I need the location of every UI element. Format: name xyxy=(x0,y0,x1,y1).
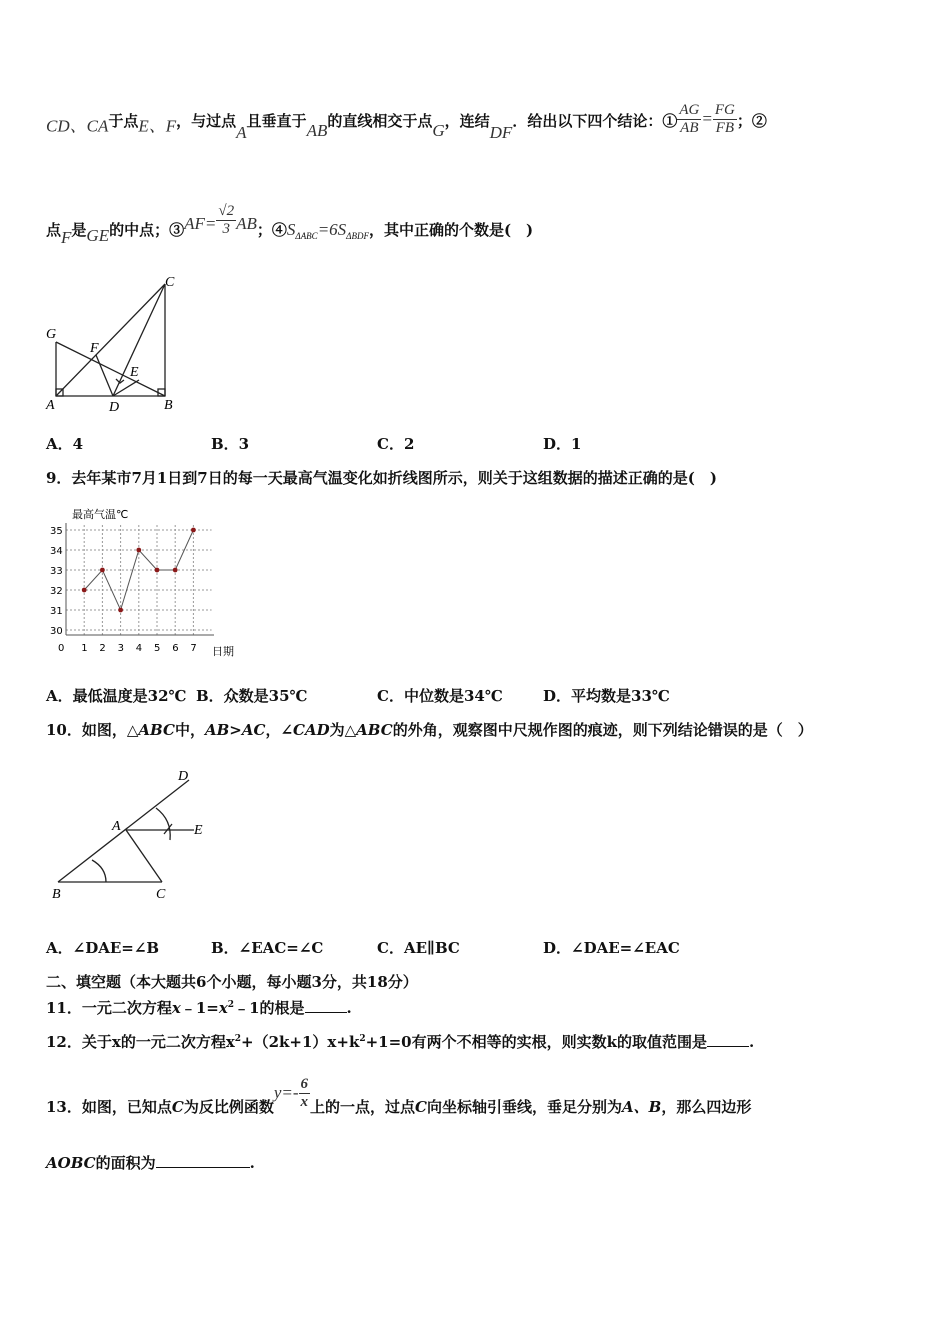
data-point xyxy=(136,548,141,553)
q9-option-c[interactable]: C．中位数是34℃ xyxy=(377,687,503,705)
arc-at-b xyxy=(92,860,106,882)
y-tick-label: 33 xyxy=(50,566,63,577)
q10-option-d[interactable]: D．∠DAE=∠EAC xyxy=(543,939,680,957)
q8-sqrt-fraction: $\frac{√2}{3}$ xyxy=(218,203,235,237)
q8-option-d[interactable]: D．1 xyxy=(543,435,582,453)
q8-label-g: G xyxy=(46,327,57,342)
q9-option-a[interactable]: A．最低温度是32℃ xyxy=(46,687,187,705)
data-point xyxy=(82,588,87,593)
x-axis-label: 日期 xyxy=(212,645,234,658)
q8-line2: 点F是GE的中点；③AF= $\frac{√2}{3}$ AB；$④S_{\Delta ABC}=6S_{\Delta BDF}$，其中正确的个数是( ) xyxy=(46,203,534,247)
q8-option-b[interactable]: B．3 xyxy=(211,435,250,453)
q13-line1: 13．如图，已知点C为反比例函数y=- $\frac{6}{x}$ 上的一点，过点C向坐标轴引垂线，垂足分别为A、B，那么四边形 xyxy=(46,1076,752,1116)
line-gb xyxy=(56,342,165,396)
x-tick-label: 2 xyxy=(99,643,106,654)
y-tick-label: 32 xyxy=(50,586,63,597)
q10-option-c[interactable]: C．AE∥BC xyxy=(377,939,460,957)
q8-label-e: E xyxy=(130,365,139,380)
q8-geometry-figure xyxy=(40,272,190,414)
q13-fraction: $\frac{6}{x}$ xyxy=(300,1076,309,1110)
y-tick-label: 34 xyxy=(50,546,63,557)
q10-label-c: C xyxy=(156,887,166,902)
arc-at-a xyxy=(156,808,170,840)
x-tick-label: 4 xyxy=(135,643,143,654)
chart-title: 最高气温℃ xyxy=(72,508,129,521)
q9-stem: 9．去年某市7月1日到7日的每一天最高气温变化如折线图所示，则关于这组数据的描述正确的是( ) xyxy=(46,469,717,487)
q8-label-b: B xyxy=(164,398,173,413)
line-ac xyxy=(56,284,165,396)
q8-line1: CD、CA于点E、F，与过点A且垂直于AB的直线相交于点G，连结DF．给出以下四个结论：① $\frac{AG}{AB}$ = $\frac{FG}{FB}$ ；② xyxy=(46,102,767,142)
q8-option-a[interactable]: A．4 xyxy=(46,435,84,453)
q10-option-a[interactable]: A．∠DAE=∠B xyxy=(46,939,160,957)
q8-label-c: C xyxy=(165,275,175,290)
q10-label-a: A xyxy=(112,819,121,834)
x-tick-label: 7 xyxy=(190,643,197,654)
q13-answer-blank[interactable] xyxy=(156,1153,250,1168)
line-ac xyxy=(126,830,162,882)
q12-answer-blank[interactable] xyxy=(707,1032,749,1047)
line-fd xyxy=(96,355,113,396)
y-tick-label: 31 xyxy=(50,606,63,617)
q9-line-chart xyxy=(40,505,250,665)
q11-answer-blank[interactable] xyxy=(305,998,347,1013)
x-tick-label: 5 xyxy=(154,643,161,654)
data-point xyxy=(155,568,160,573)
q11: 11．一元二次方程$x﹣1=x^2﹣1$的根是 . xyxy=(46,999,352,1017)
q8-math-cd-ca: CD、CA xyxy=(46,116,109,136)
q8-option-c[interactable]: C．2 xyxy=(377,435,415,453)
q10-option-b[interactable]: B．∠EAC=∠C xyxy=(211,939,324,957)
q10-label-e: E xyxy=(194,823,203,838)
arc-mark xyxy=(164,824,172,834)
q9-option-d[interactable]: D．平均数是33℃ xyxy=(543,687,670,705)
data-point xyxy=(191,528,196,533)
q9-option-b[interactable]: B．众数是35℃ xyxy=(196,687,308,705)
line-dc xyxy=(113,284,165,396)
data-point xyxy=(173,568,178,573)
q8-fraction-2: $\frac{FG}{FB}$ xyxy=(714,102,735,136)
q8-label-f: F xyxy=(90,341,99,356)
x-tick-label: 3 xyxy=(117,643,124,654)
y-tick-label: 35 xyxy=(50,526,63,537)
y-tick-label: 30 xyxy=(50,626,63,637)
q8-fraction-1: $\frac{AG}{AB}$ xyxy=(679,102,700,136)
x-tick-label: 1 xyxy=(81,643,88,654)
q8-label-d: D xyxy=(109,400,120,414)
section-2-heading: 二、填空题（本大题共6个小题，每小题3分，共18分） xyxy=(46,973,418,991)
data-point xyxy=(118,608,123,613)
x-tick-label: 0 xyxy=(58,643,65,654)
q8-label-a: A xyxy=(46,398,55,413)
x-tick-label: 6 xyxy=(172,643,179,654)
q13-line2: AOBC的面积为 . xyxy=(46,1154,255,1172)
q10-label-d: D xyxy=(178,769,189,784)
q10-stem: 10．如图，△ABC中，AB>AC，∠CAD为△ABC的外角，观察图中尺规作图的痕迹，则下列结论错误的是（ ） xyxy=(46,721,813,739)
q10-label-b: B xyxy=(52,887,61,902)
data-point xyxy=(100,568,105,573)
q12: 12．关于x的一元二次方程$x^2+(2k+1)x+k^2+1=0$有两个不相等的实根，则实数k的取值范围是 . xyxy=(46,1033,755,1051)
q10-construction-figure xyxy=(44,760,224,906)
